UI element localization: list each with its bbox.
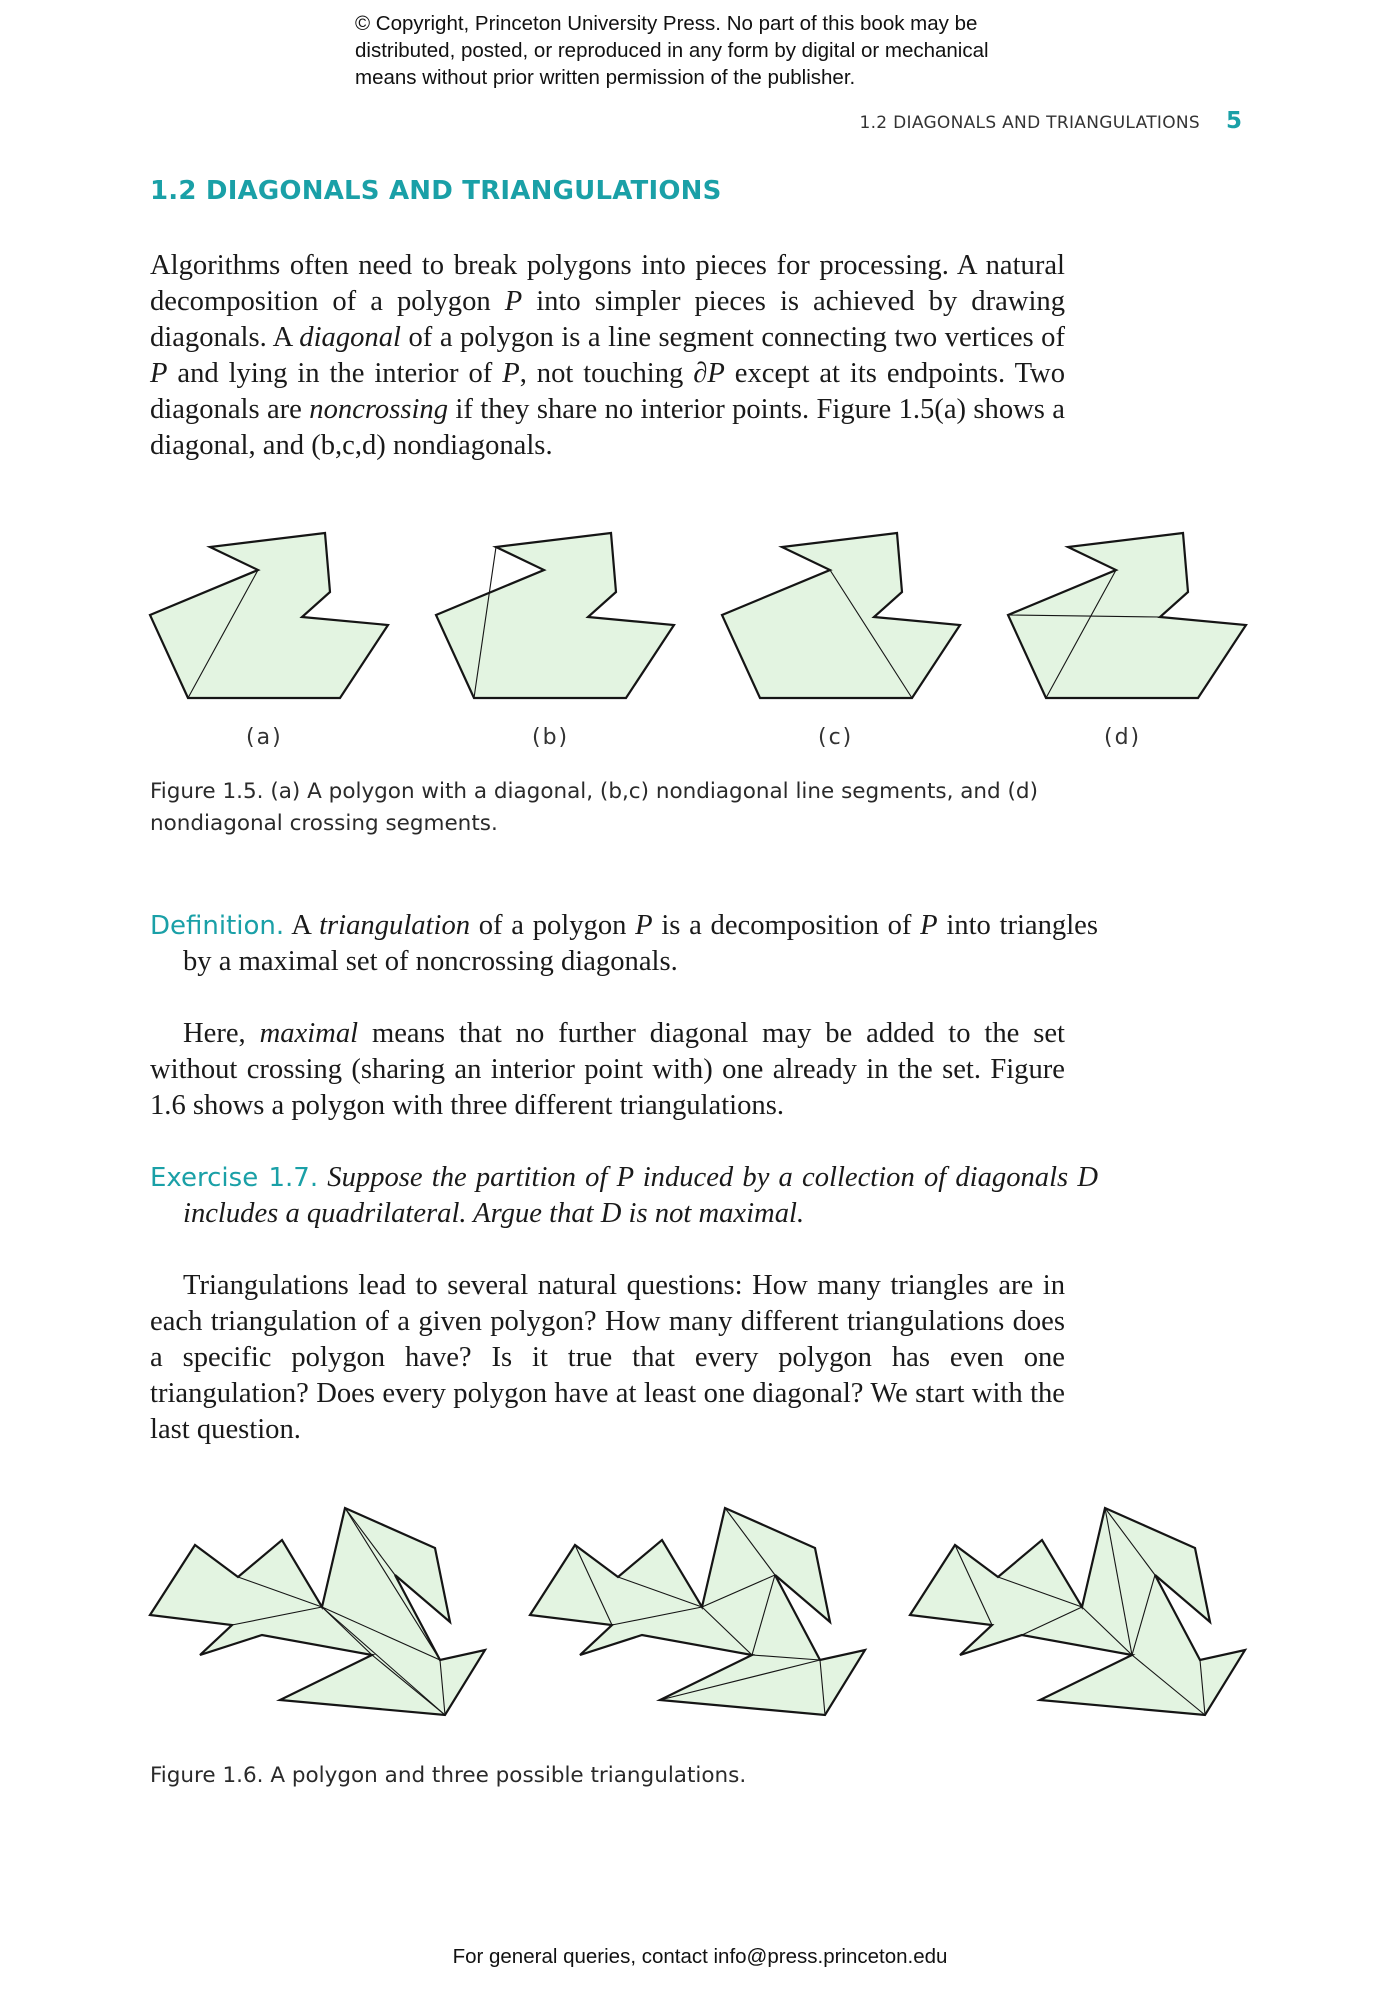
- section-title: 1.2 DIAGONALS AND TRIANGULATIONS: [150, 176, 722, 206]
- figure-1-5b-polygon: [436, 533, 674, 698]
- definition-text: Definition. A triangulation of a polygon P is a decomposition of P into triangles by a maximal set of noncrossing diagonals.: [150, 910, 1098, 977]
- definition-label: Definition.: [150, 911, 285, 941]
- copyright-line-2: distributed, posted, or reproduced in any form by digital or mechanical: [355, 39, 989, 62]
- figure-1-5: [0, 520, 1400, 740]
- figure-1-5c-polygon: [722, 533, 960, 698]
- figure-1-6: [0, 1490, 1400, 1720]
- running-head: 1.2 DIAGONALS AND TRIANGULATIONS: [859, 113, 1200, 133]
- exercise-block: [150, 1160, 1098, 1232]
- figure-1-6-triangulation-2: [530, 1508, 865, 1715]
- figure-1-5-caption: Figure 1.5. (a) A polygon with a diagonal, (b,c) nondiagonal line segments, and (d) nondiagonal crossing segments.: [150, 779, 1038, 836]
- figure-1-5-label-d: (d): [1104, 725, 1142, 750]
- paragraph-intro: [150, 248, 1065, 464]
- figure-1-5a-polygon: [150, 533, 388, 698]
- definition-block: [150, 908, 1098, 980]
- page-number: 5: [1226, 108, 1243, 134]
- figure-1-6-triangulation-3: [910, 1508, 1245, 1715]
- copyright-line-1: © Copyright, Princeton University Press. No part of this book may be: [355, 12, 978, 35]
- figure-1-6-triangulation-1: [150, 1508, 485, 1715]
- paragraph-maximal: [150, 1016, 1065, 1124]
- figure-1-5-label-c: (c): [818, 725, 854, 750]
- figure-1-5-label-a: (a): [246, 725, 283, 750]
- figure-1-6-caption: Figure 1.6. A polygon and three possible triangulations.: [150, 1763, 747, 1788]
- figure-1-5-label-b: (b): [532, 725, 570, 750]
- footer-contact: For general queries, contact info@press.princeton.edu: [452, 1945, 948, 1968]
- exercise-label: Exercise 1.7.: [150, 1163, 319, 1193]
- figure-1-5d-polygon: [1008, 533, 1246, 698]
- copyright-line-3: means without prior written permission of the publisher.: [355, 66, 856, 89]
- copyright-notice: [355, 10, 1115, 91]
- paragraph-intro-text: Algorithms often need to break polygons into pieces for processing. A natural decomposition of a polygon P into simpler pieces is achieved by drawing diagonals. A diagonal of a polygon is a line segment connecting two vertices of P and lying in the interior of P, not touching ∂P except at its endpoints. Two diagonals are noncrossing if they share no interior points. Figure 1.5(a) shows a diagonal, and (b,c,d) nondiagonals.: [150, 250, 1066, 461]
- paragraph-maximal-text: Here, maximal means that no further diagonal may be added to the set without crossing (sharing an interior point with) one already in the set. Figure 1.6 shows a polygon with three different triangulations.: [150, 1018, 1065, 1121]
- exercise-text: Exercise 1.7. Suppose the partition of P induced by a collection of diagonals D includes a quadrilateral. Argue that D is not maximal.: [150, 1162, 1098, 1229]
- paragraph-questions: Triangulations lead to several natural questions: How many triangles are in each triangulation of a given polygon? How many different triangulations does a specific polygon have? Is it true that every polygon has even one triangulation? Does every polygon have at least one diagonal? We start with the last question.: [150, 1270, 1065, 1445]
